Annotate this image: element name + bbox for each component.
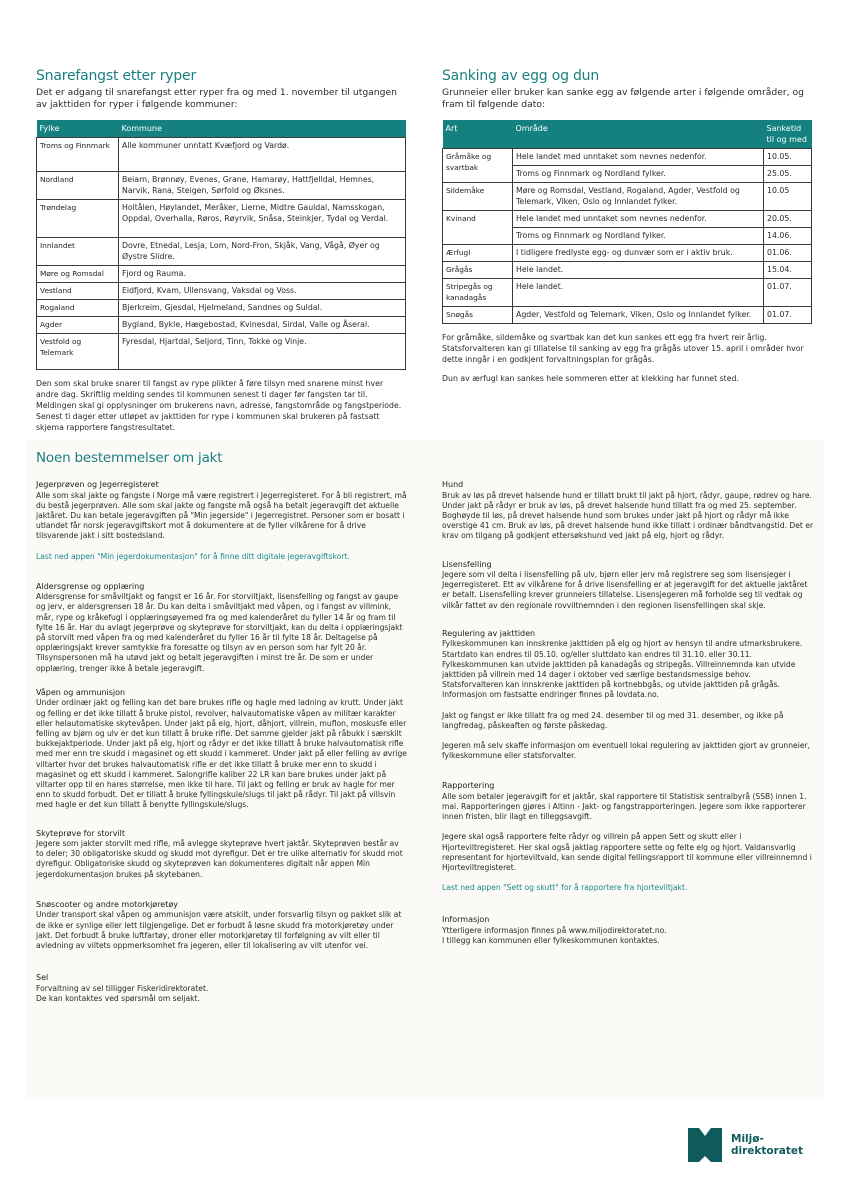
table-header-row: [37, 120, 406, 138]
table-row: [443, 261, 812, 278]
kommune-cell: Beiarn, Brønnøy, Evenes, Grane, Hamarøy, Hattfjelldal, Hemnes, Narvik, Rana, Steigen, Sørfold og Øksnes.: [119, 171, 406, 199]
block-heading: Våpen og ammunisjon: [36, 687, 126, 697]
bestemmelser-right-column: [442, 480, 814, 960]
block-rapportering: [442, 781, 814, 893]
block-text: Jegere skal også rapportere felte rådyr og villrein på appen Sett og skutt eller i Hjorteviltregisteret. Her skal også jaktlag rapportere sette og felte elg og hjort. Valdansvarlig representant for hjorteviltvald, kan sende digital fellingsrapport til kommune eller villreinnemnd i Hjorteviltregisteret.: [442, 832, 812, 873]
column-header-fylke: Fylke: [37, 120, 119, 138]
block-text: Ytterligere informasjon finnes på www.miljodirektoratet.no. I tillegg kan kommunen eller fylkeskommunen kontaktes.: [442, 925, 667, 946]
omrade-cell: I tidligere fredlyste egg- og dunvær som er i aktiv bruk.: [513, 244, 764, 261]
omrade-cell: Hele landet.: [513, 261, 764, 278]
table-row: [37, 316, 406, 333]
omrade-cell: Agder, Vestfold og Telemark, Viken, Oslo og Innlandet fylker.: [513, 306, 764, 323]
block-vapen: [36, 688, 408, 811]
block-text: Jegeren må selv skaffe informasjon om eventuell lokal regulering av jakttiden gjort av grunneier, fylkeskommune eller statsforvalter.: [442, 740, 811, 761]
table-header-row: [443, 120, 812, 149]
table-row: [37, 265, 406, 282]
column-header-sanketid: Sanketid til og med: [764, 120, 812, 149]
block-text: Jegere som jakter storvilt med rifle, må avlegge skyteprøve hvert jaktår. Skyteprøven består av to deler; 30 obligatoriske skudd og skudd mot dyrefigur. Det er tre ulike alternativ for skudd mot dyrefigur. Obligatoriske skudd og skyteprøven kan dokumenteres digitalt når appen Min jegerdokumentasjon brukes på skytebanen.: [36, 839, 403, 879]
sanking-table: [442, 120, 812, 324]
table-row: [37, 237, 406, 265]
block-text: Aldersgrense for småviltjakt og fangst er 16 år. For storviltjakt, lisensfelling og fangst av gaupe og jerv, er aldersgrensen 18 år. Du kan delta i småviltjakt med våpen, og i fangst av villmink, mår, rype og kråkefugl i opplæringsøyemed fra og med kalenderåret du fyller 14 år og fram til fylte 16 år. Har du avlagt jegerprøve og skyteprøve for storviltjakt, kan du delta i opplæringsjakt på storvilt med våpen fra og med kalenderåret du fyller 16 år til fylte 18 år. Deltagelse på opplæringsjakt krever samtykke fra foresatte og tilsyn av en person som har fylt 20 år. Tilsynspersonen må ha utøvd jakt og betalt jegeravgiften i minst tre år. De som er under opplæring, trenger ikke å betale jegeravgift.: [36, 592, 403, 673]
block-text: Bruk av løs på drevet halsende hund er tillatt brukt til jakt på hjort, rådyr, gaupe, rødrev og hare. Under jakt på rådyr er bruk av løs, på drevet halsende hund tillatt fra og med 25. september. Boghøyde til løs, på drevet halsende hund som brukes under jakt på hjort og rådyr må ikke overstige 41 cm. Bruk av løs, på drevet halsende hund ikke tillatt i ordinær båndtvangstid. Det er krav om tilgang på godkjent ettersøkshund ved jakt på elg, hjort og rådyr.: [442, 490, 814, 541]
kommune-cell: Dovre, Etnedal, Lesja, Lom, Nord-Fron, Skjåk, Vang, Vågå, Øyer og Øystre Slidre.: [119, 237, 406, 265]
kommune-cell: Fjord og Rauma.: [119, 265, 406, 282]
art-cell: Stripegås og kanadagås: [443, 278, 513, 306]
block-informasjon: [442, 915, 814, 946]
block-heading: Skyteprøve for storvilt: [36, 828, 126, 838]
art-cell: Grågås: [443, 261, 513, 278]
sett-og-skutt-link[interactable]: Last ned appen "Sett og skutt" for å rapportere fra hjorteviltjakt.: [442, 883, 688, 893]
block-text: Fylkeskommunen kan innskrenke jakttiden på elg og hjort av hensyn til andre utmarksbrukere. Startdato kan endres til 05.10. og/eller sluttdato kan endres til 31.10. eller 30.11. Fylkeskommunen kan utvide jakttiden på kanadagås og stripegås. Villreinnemnda kan utvide jakttiden på villrein med 14 dager i oktober ved særlige bestandsmessige behov. Statsforvalteren kan innskrenke jakttiden på kortnebbgås, og utvide jakttiden på grågås. Informasjon om fastsatte endringer finnes på lovdata.no.: [442, 639, 803, 700]
date-cell: 10.05: [764, 182, 812, 210]
kommune-cell: Eidfjord, Kvam, Ullensvang, Vaksdal og Voss.: [119, 282, 406, 299]
block-heading: Snøscooter og andre motorkjøretøy: [36, 899, 178, 909]
kommune-cell: Bjerkreim, Gjesdal, Hjelmeland, Sandnes og Suldal.: [119, 299, 406, 316]
fylke-cell: Rogaland: [37, 299, 119, 316]
bestemmelser-title: Noen bestemmelser om jakt: [36, 450, 223, 466]
block-text: Jegere som vil delta i lisensfelling på ulv, bjørn eller jerv må registrere seg som lisensjeger i Jegerregisteret. Ett av vilkårene for å drive lisensfelling er at jegeravgift for det aktuelle jaktåret er betalt. Lisensfelling krever grunneiers tillatelse. Lisensjegeren må forholde seg til vedtak og vilkår fattet av den regionale rovviltnemnden i den regionen lisensfellingen skal skje.: [442, 570, 808, 610]
kommune-cell: Bygland, Bykle, Hægebostad, Kvinesdal, Sirdal, Valle og Åseral.: [119, 316, 406, 333]
kommune-cell: Alle kommuner unntatt Kvæfjord og Vardø.: [119, 137, 406, 171]
date-cell: 20.05.: [764, 210, 812, 227]
fylke-cell: Vestland: [37, 282, 119, 299]
snarefangst-intro: Det er adgang til snarefangst etter ryper fra og med 1. november til utgangen av jakttiden for ryper i følgende kommuner:: [36, 87, 397, 111]
table-row: [443, 306, 812, 323]
bestemmelser-left-column: [36, 480, 408, 1018]
date-cell: 15.04.: [764, 261, 812, 278]
block-text: Forvaltning av sel tilligger Fiskeridirektoratet. De kan kontaktes ved spørsmål om seljakt.: [36, 983, 209, 1003]
fylke-cell: Vestfold og Telemark: [37, 333, 119, 369]
block-hund: [442, 480, 814, 542]
block-jegerproven: [36, 480, 408, 562]
table-row: [443, 148, 812, 165]
fylke-cell: Nordland: [37, 171, 119, 199]
block-heading: Rapportering: [442, 781, 495, 791]
block-lisensfelling: [442, 560, 814, 611]
omrade-cell: Hele landet med unntaket som nevnes nedenfor.: [513, 210, 764, 227]
date-cell: 01.06.: [764, 244, 812, 261]
omrade-cell: Møre og Romsdal, Vestland, Rogaland, Agder, Vestfold og Telemark, Viken, Oslo og Innlandet fylker.: [513, 182, 764, 210]
snarefangst-table: [36, 120, 406, 370]
block-heading: Sel: [36, 973, 49, 983]
table-row: [443, 182, 812, 210]
omrade-cell: Hele landet.: [513, 278, 764, 306]
art-cell: Sildemåke: [443, 182, 513, 210]
block-skyteprove: [36, 829, 408, 880]
fylke-cell: Møre og Romsdal: [37, 265, 119, 282]
miljodirektoratet-logo-icon: [688, 1128, 722, 1162]
bestemmelser-panel: [26, 440, 824, 1100]
block-text: Under ordinær jakt og felling kan det bare brukes rifle og hagle med ladning av krutt. Under jakt og felling er det ikke tillatt å bruke pistol, revolver, halvautomatiske våpen av militær karakter eller helautomatiske skytevåpen. Under jakt på elg, hjort, dåhjort, villrein, muflon, moskusfe eller felling av bjørn og ulv er det kun tillatt å bruke rifle. Det samme gjelder jakt på råbukk i særskilt bukkejaktperiode. Under jakt på elg, hjort og rådyr er det ikke tillatt å bruke halvautomatisk rifle med mer enn tre skudd i magasinet og ett skudd i kammeret. Under jakt på eller felling av øvrige viltarter hvor det brukes halvautomatisk rifle er det ikke tillatt å bruke mer enn to skudd i magasinet og ett skudd i kammeret. Salongrifle kaliber 22 LR kan bare brukes under jakt på viltarter opp til en hares størrelse, men ikke til hare. Til jakt og felling er bruk av hagle for mer enn to skudd forbudt. Det er tillatt å bruke fyllingskule/slugs til jakt på rådyr. Til jakt på villsvin med hagle er det kun tillatt å benytte fyllingskule/slugs.: [36, 698, 407, 810]
table-row: [37, 299, 406, 316]
logo-line-2: direktoratet: [731, 1145, 804, 1157]
column-header-omrade: Område: [513, 120, 764, 149]
fylke-cell: Innlandet: [37, 237, 119, 265]
block-aldersgrense: [36, 582, 408, 674]
block-heading: Jegerprøven og Jegerregisteret: [36, 480, 159, 489]
min-jegerdokumentasjon-link[interactable]: Last ned appen "Min jegerdokumentasjon" for å finne ditt digitale jegeravgiftskort.: [36, 551, 350, 561]
logo-line-1: Miljø-: [731, 1133, 764, 1145]
block-heading: Aldersgrense og opplæring: [36, 581, 145, 591]
column-header-kommune: Kommune: [119, 120, 406, 138]
omrade-cell: Hele landet med unntaket som nevnes nedenfor.: [513, 148, 764, 165]
snarefangst-title: Snarefangst etter ryper: [36, 68, 197, 84]
table-row: [37, 137, 406, 171]
block-text: Alle som skal jakte og fangste i Norge må være registrert i Jegerregisteret. For å bli registrert, må du bestå jegerprøven. Alle som skal jakte og fangste må også ha betalt jegeravgift det aktuelle jaktåret. Du kan betale jegeravgiften på "Min jegerside" i Jegerregistret. Personer som er bosatt i utlandet får norsk jegeravgiftskort mot å dokumentere at de fyller vilkårene for å drive tilsvarende jakt i sitt bostedsland.: [36, 490, 407, 541]
date-cell: 10.05.: [764, 148, 812, 165]
kommune-cell: Fyresdal, Hjartdal, Seljord, Tinn, Tokke og Vinje.: [119, 333, 406, 369]
table-row: [443, 210, 812, 227]
art-cell: Gråmåke og svartbak: [443, 148, 513, 182]
snarefangst-section: [36, 68, 406, 433]
block-regulering: [442, 629, 814, 762]
block-heading: Hund: [442, 480, 464, 489]
art-cell: Ærfugl: [443, 244, 513, 261]
table-row: [443, 244, 812, 261]
block-heading: Lisensfelling: [442, 559, 492, 569]
art-cell: Snøgås: [443, 306, 513, 323]
fylke-cell: Trøndelag: [37, 199, 119, 237]
sanking-note-2: Dun av ærfugl kan sankes hele sommeren etter at klekking har funnet sted.: [442, 373, 739, 383]
sanking-note-1: For gråmåke, sildemåke og svartbak kan det kun sankes ett egg fra hvert reir årlig. Statsforvalteren kan gi tillatelse til sanking av egg fra grågås utover 15. april i områder hvor dette inngår i en godkjent forvaltningsplan for grågås.: [442, 332, 804, 364]
block-heading: Informasjon: [442, 915, 490, 925]
table-row: [37, 333, 406, 369]
table-row: [443, 278, 812, 306]
table-row: [37, 282, 406, 299]
block-text: Under transport skal våpen og ammunisjon være atskilt, under forsvarlig tilsyn og pakket slik at de ikke er synlige eller lett tilgjengelige. Det er forbudt å løsne skudd fra motorkjøretøy under jakt. Det forbudt å bruke luftfartøy, droner eller motorkjøretøy til forfølgning av vilt eller til avledning av viltets oppmerksomhet fra jegeren, eller til lokalisering av vilt utenfor vei.: [36, 910, 402, 950]
sanking-section: [442, 68, 812, 384]
snarefangst-note: Den som skal bruke snarer til fangst av rype plikter å føre tilsyn med snarene minst hver andre dag. Skriftlig melding sendes til kommunen senest ti dager før fangsten tar til. Meldingen skal gi opplysninger om brukerens navn, adresse, fangstområde og fangstperiode. Senest ti dager etter utløpet av jakttiden for rype i kommunen skal brukeren på fastsatt skjema rapportere fangstresultatet.: [36, 378, 402, 432]
omrade-cell: Troms og Finnmark og Nordland fylker.: [513, 227, 764, 244]
art-cell: Kvinand: [443, 210, 513, 244]
miljodirektoratet-logo: [688, 1128, 803, 1162]
table-row: [37, 171, 406, 199]
logo-wordmark: [731, 1133, 803, 1157]
kommune-cell: Holtålen, Høylandet, Meråker, Lierne, Midtre Gauldal, Namsskogan, Oppdal, Overhalla, Røros, Røyrvik, Snåsa, Steinkjer, Tydal og Verdal.: [119, 199, 406, 237]
date-cell: 01.07.: [764, 278, 812, 306]
fylke-cell: Troms og Finnmark: [37, 137, 119, 171]
block-text: Alle som betaler jegeravgift for et jaktår, skal rapportere til Statistisk sentralbyrå (SSB) innen 1. mai. Rapporteringen gjøres i Altinn - Jakt- og fangstrapporteringen. Jegere som ikke rapporterer innen fristen, blir ilagt en tilleggsavgift.: [442, 791, 807, 822]
block-heading: Regulering av jakttiden: [442, 628, 536, 638]
date-cell: 01.07.: [764, 306, 812, 323]
sanking-title: Sanking av egg og dun: [442, 68, 600, 84]
block-snoscooter: [36, 900, 408, 951]
date-cell: 14.06.: [764, 227, 812, 244]
omrade-cell: Troms og Finnmark og Nordland fylker.: [513, 165, 764, 182]
table-row: [37, 199, 406, 237]
fylke-cell: Agder: [37, 316, 119, 333]
date-cell: 25.05.: [764, 165, 812, 182]
block-text: Jakt og fangst er ikke tillatt fra og med 24. desember til og med 31. desember, og ikke på langfredag, påskeaften og første påskedag.: [442, 710, 784, 730]
sanking-intro: Grunneier eller bruker kan sanke egg av følgende arter i følgende områder, og fram til følgende dato:: [442, 87, 804, 111]
block-sel: [36, 973, 408, 1004]
column-header-art: Art: [443, 120, 513, 149]
